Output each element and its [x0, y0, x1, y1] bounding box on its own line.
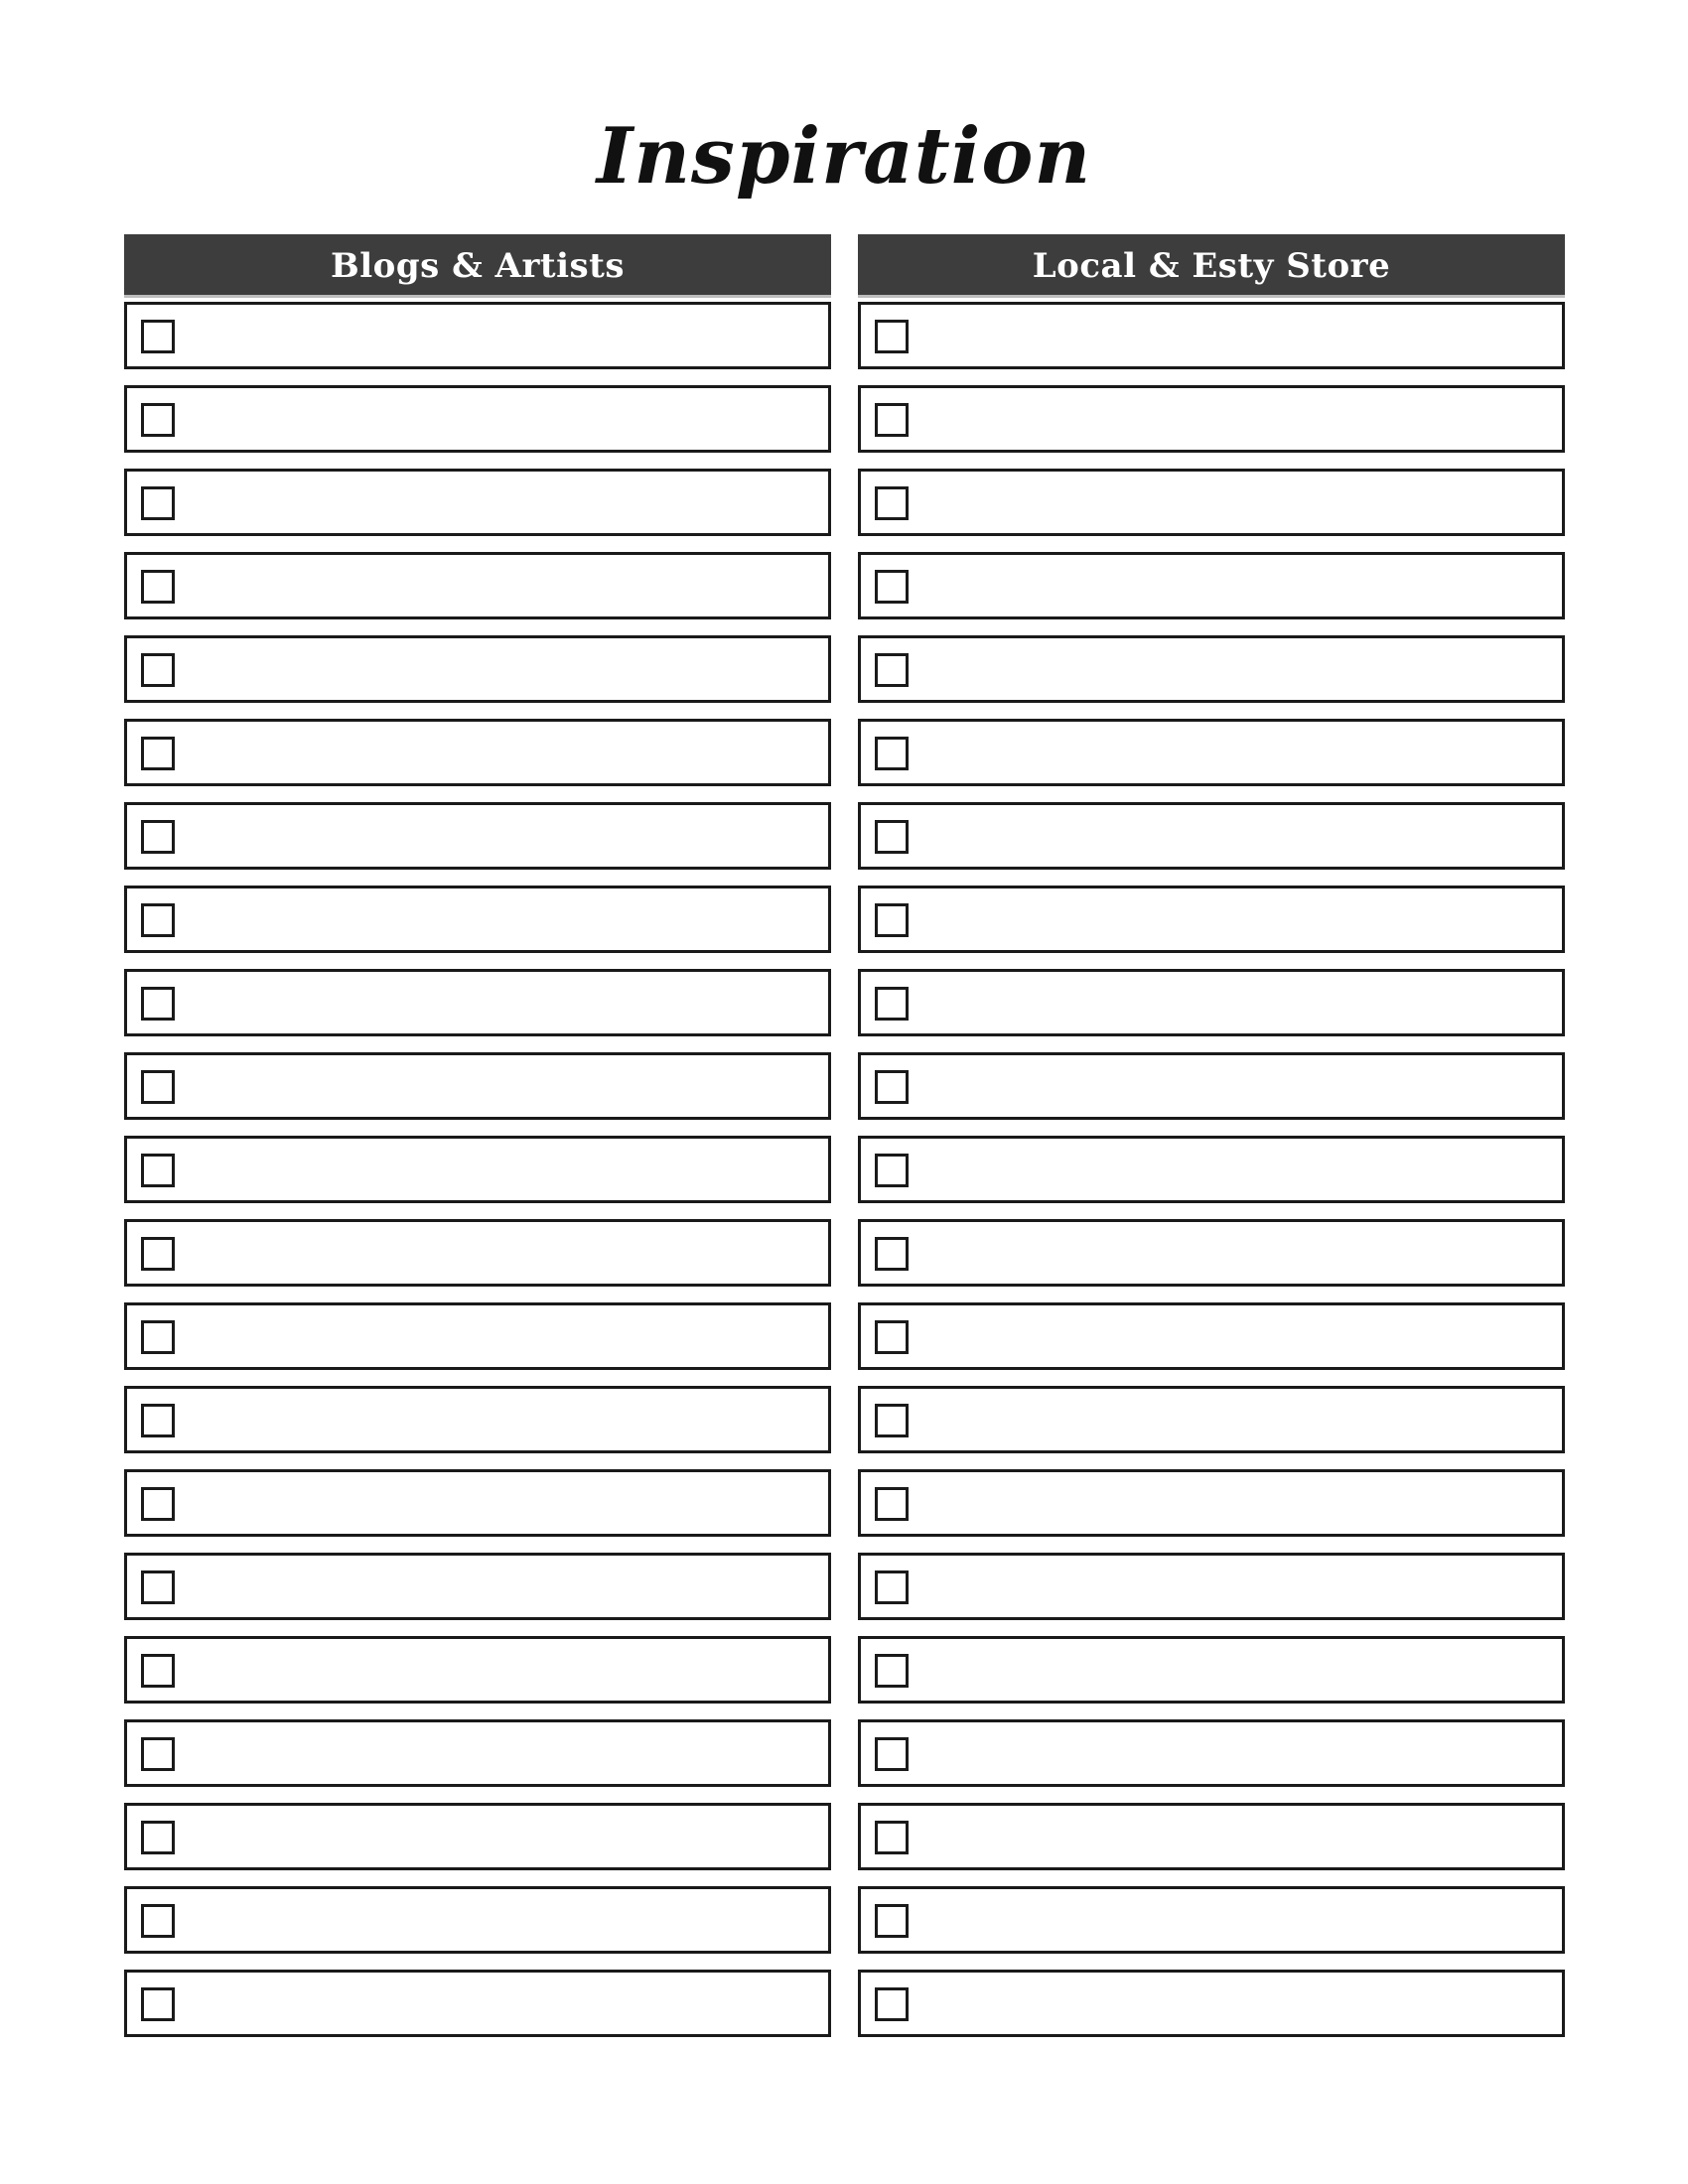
list-item[interactable] [858, 802, 1565, 870]
list-item[interactable] [858, 635, 1565, 703]
list-item[interactable] [124, 1136, 831, 1203]
list-item[interactable] [124, 635, 831, 703]
checkbox[interactable] [141, 570, 175, 604]
column-header: Local & Esty Store [858, 234, 1565, 298]
checkbox[interactable] [875, 1154, 909, 1187]
list-item[interactable] [124, 1803, 831, 1870]
checkbox[interactable] [875, 1821, 909, 1854]
checklist [858, 302, 1565, 2037]
list-item[interactable] [858, 1553, 1565, 1620]
list-item[interactable] [124, 1886, 831, 1954]
list-item[interactable] [858, 1219, 1565, 1287]
checkbox[interactable] [141, 1904, 175, 1938]
list-item[interactable] [858, 1719, 1565, 1787]
column-local-esty-store [858, 234, 1565, 2053]
checkbox[interactable] [875, 486, 909, 520]
checkbox[interactable] [875, 987, 909, 1021]
checkbox[interactable] [141, 737, 175, 770]
checklist [124, 302, 831, 2037]
checkbox[interactable] [141, 1154, 175, 1187]
checkbox[interactable] [875, 820, 909, 854]
page-title: Inspiration [596, 111, 1092, 202]
checkbox[interactable] [141, 1070, 175, 1104]
list-item[interactable] [124, 1970, 831, 2037]
checkbox[interactable] [141, 987, 175, 1021]
list-item[interactable] [124, 1469, 831, 1537]
checkbox[interactable] [875, 1904, 909, 1938]
checkbox[interactable] [875, 1654, 909, 1688]
checkbox[interactable] [875, 320, 909, 353]
column-header: Blogs & Artists [124, 234, 831, 298]
checkbox[interactable] [875, 1987, 909, 2021]
list-item[interactable] [858, 719, 1565, 786]
checkbox[interactable] [141, 320, 175, 353]
checkbox[interactable] [875, 1404, 909, 1437]
checkbox[interactable] [875, 737, 909, 770]
list-item[interactable] [858, 1803, 1565, 1870]
checkbox[interactable] [141, 403, 175, 437]
list-item[interactable] [124, 552, 831, 619]
checkbox[interactable] [141, 653, 175, 687]
checkbox[interactable] [141, 1320, 175, 1354]
list-item[interactable] [124, 802, 831, 870]
list-item[interactable] [124, 886, 831, 953]
list-item[interactable] [124, 1052, 831, 1120]
checkbox[interactable] [141, 820, 175, 854]
list-item[interactable] [124, 302, 831, 369]
list-item[interactable] [858, 886, 1565, 953]
checkbox[interactable] [141, 1487, 175, 1521]
column-blogs-artists [124, 234, 831, 2053]
checkbox[interactable] [875, 403, 909, 437]
list-item[interactable] [858, 302, 1565, 369]
checkbox[interactable] [875, 653, 909, 687]
checkbox[interactable] [875, 903, 909, 937]
list-item[interactable] [858, 1970, 1565, 2037]
list-item[interactable] [124, 1553, 831, 1620]
list-item[interactable] [858, 1386, 1565, 1453]
list-item[interactable] [124, 1219, 831, 1287]
list-item[interactable] [124, 969, 831, 1036]
list-item[interactable] [858, 469, 1565, 536]
list-item[interactable] [858, 1302, 1565, 1370]
list-item[interactable] [858, 1469, 1565, 1537]
list-item[interactable] [124, 1719, 831, 1787]
checkbox[interactable] [141, 903, 175, 937]
list-item[interactable] [858, 969, 1565, 1036]
checkbox[interactable] [875, 1487, 909, 1521]
list-item[interactable] [858, 385, 1565, 453]
checkbox[interactable] [875, 1070, 909, 1104]
list-item[interactable] [124, 385, 831, 453]
checkbox[interactable] [875, 570, 909, 604]
checkbox[interactable] [141, 1654, 175, 1688]
checkbox[interactable] [875, 1320, 909, 1354]
checkbox[interactable] [141, 1404, 175, 1437]
list-item[interactable] [858, 1886, 1565, 1954]
checkbox[interactable] [875, 1570, 909, 1604]
list-item[interactable] [124, 719, 831, 786]
list-item[interactable] [124, 469, 831, 536]
list-item[interactable] [124, 1386, 831, 1453]
checkbox[interactable] [141, 1237, 175, 1271]
list-item[interactable] [124, 1636, 831, 1704]
checkbox[interactable] [141, 1821, 175, 1854]
list-item[interactable] [858, 552, 1565, 619]
list-item[interactable] [858, 1052, 1565, 1120]
checkbox[interactable] [141, 1737, 175, 1771]
checkbox[interactable] [141, 1570, 175, 1604]
checkbox[interactable] [875, 1237, 909, 1271]
list-item[interactable] [858, 1136, 1565, 1203]
list-item[interactable] [858, 1636, 1565, 1704]
checkbox[interactable] [875, 1737, 909, 1771]
checkbox[interactable] [141, 486, 175, 520]
list-item[interactable] [124, 1302, 831, 1370]
checkbox[interactable] [141, 1987, 175, 2021]
